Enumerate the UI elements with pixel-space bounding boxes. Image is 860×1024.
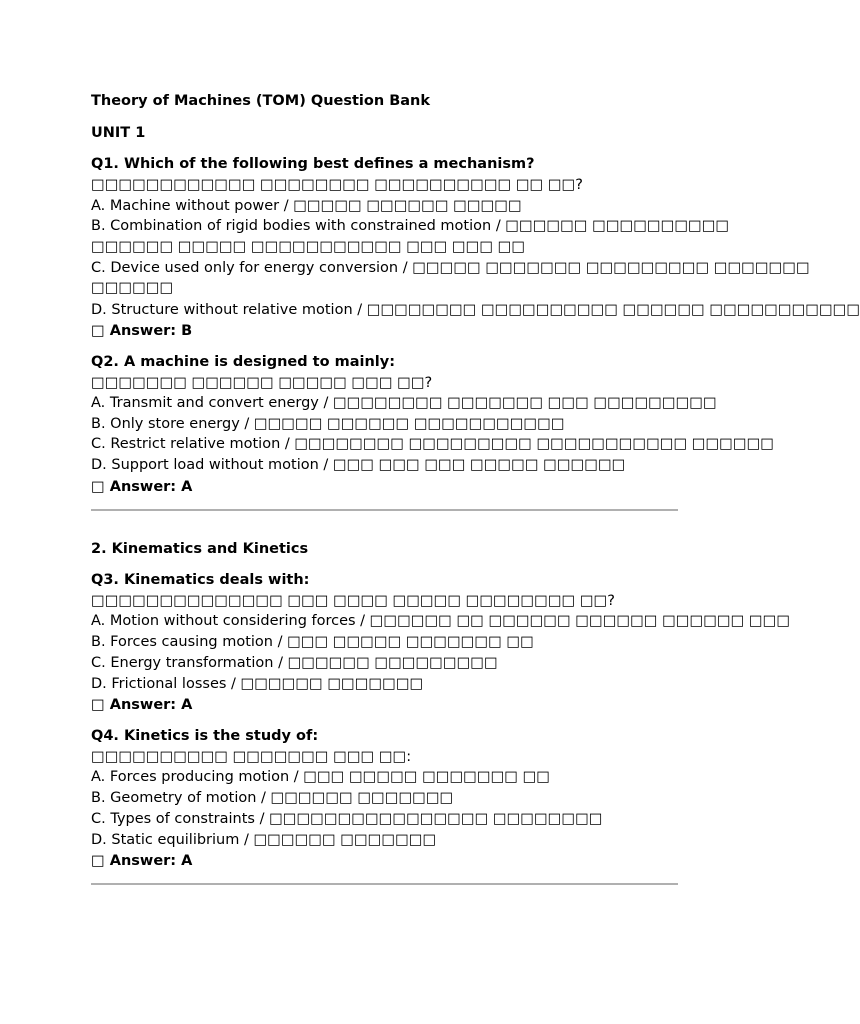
option-c-continued: □□□□□□ bbox=[91, 280, 174, 296]
option-c: C. Restrict relative motion / □□□□□□□□ □□□□□□□□□ □□□□□□□□□□□ □□□□□□ bbox=[91, 436, 774, 452]
option-b: B. Combination of rigid bodies with constrained motion / □□□□□□ □□□□□□□□□□ bbox=[91, 218, 730, 234]
option-a: A. Transmit and convert energy / □□□□□□□□ □□□□□□□ □□□ □□□□□□□□□ bbox=[91, 395, 717, 411]
option-d: D. Structure without relative motion / □□□□□□□□ □□□□□□□□□□ □□□□□□ □□□□□□□□□□□ bbox=[91, 302, 860, 318]
question-text: Q1. Which of the following best defines a mechanism? bbox=[91, 156, 535, 172]
option-d: D. Static equilibrium / □□□□□□ □□□□□□□ bbox=[91, 832, 437, 848]
option-d: D. Support load without motion / □□□ □□□ □□□ □□□□□ □□□□□□ bbox=[91, 457, 626, 473]
option-b: B. Forces causing motion / □□□ □□□□□ □□□□□□□ □□ bbox=[91, 634, 534, 650]
answer-text: □ Answer: A bbox=[91, 853, 193, 869]
option-a: A. Forces producing motion / □□□ □□□□□ □□□□□□□ □□ bbox=[91, 769, 550, 785]
question-translation: □□□□□□□□□□ □□□□□□□ □□□ □□: bbox=[91, 749, 412, 765]
section-heading: 2. Kinematics and Kinetics bbox=[91, 541, 309, 557]
question-translation: □□□□□□□□□□□□□□ □□□ □□□□ □□□□□ □□□□□□□□ □□? bbox=[91, 593, 615, 609]
section-divider bbox=[91, 509, 678, 511]
section-divider bbox=[91, 883, 678, 885]
option-b-continued: □□□□□□ □□□□□ □□□□□□□□□□□ □□□ □□□ □□ bbox=[91, 239, 526, 255]
answer-text: □ Answer: A bbox=[91, 479, 193, 495]
question-text: Q3. Kinematics deals with: bbox=[91, 572, 310, 588]
option-c: C. Types of constraints / □□□□□□□□□□□□□□□□ □□□□□□□□ bbox=[91, 811, 603, 827]
option-a: A. Machine without power / □□□□□ □□□□□□ □□□□□ bbox=[91, 198, 522, 214]
option-c: C. Energy transformation / □□□□□□ □□□□□□□□□ bbox=[91, 655, 498, 671]
option-b: B. Geometry of motion / □□□□□□ □□□□□□□ bbox=[91, 790, 454, 806]
question-text: Q4. Kinetics is the study of: bbox=[91, 728, 319, 744]
answer-text: □ Answer: B bbox=[91, 323, 193, 339]
question-translation: □□□□□□□ □□□□□□ □□□□□ □□□ □□? bbox=[91, 375, 433, 391]
option-d: D. Frictional losses / □□□□□□ □□□□□□□ bbox=[91, 676, 424, 692]
question-text: Q2. A machine is designed to mainly: bbox=[91, 354, 396, 370]
option-a: A. Motion without considering forces / □□□□□□ □□ □□□□□□ □□□□□□ □□□□□□ □□□ bbox=[91, 613, 791, 629]
option-c: C. Device used only for energy conversion / □□□□□ □□□□□□□ □□□□□□□□□ □□□□□□□ bbox=[91, 260, 810, 276]
answer-text: □ Answer: A bbox=[91, 697, 193, 713]
unit-heading: UNIT 1 bbox=[91, 125, 146, 141]
question-translation: □□□□□□□□□□□□ □□□□□□□□ □□□□□□□□□□ □□ □□? bbox=[91, 177, 583, 193]
document-title: Theory of Machines (TOM) Question Bank bbox=[91, 93, 431, 109]
option-b: B. Only store energy / □□□□□ □□□□□□ □□□□□□□□□□□ bbox=[91, 416, 565, 432]
